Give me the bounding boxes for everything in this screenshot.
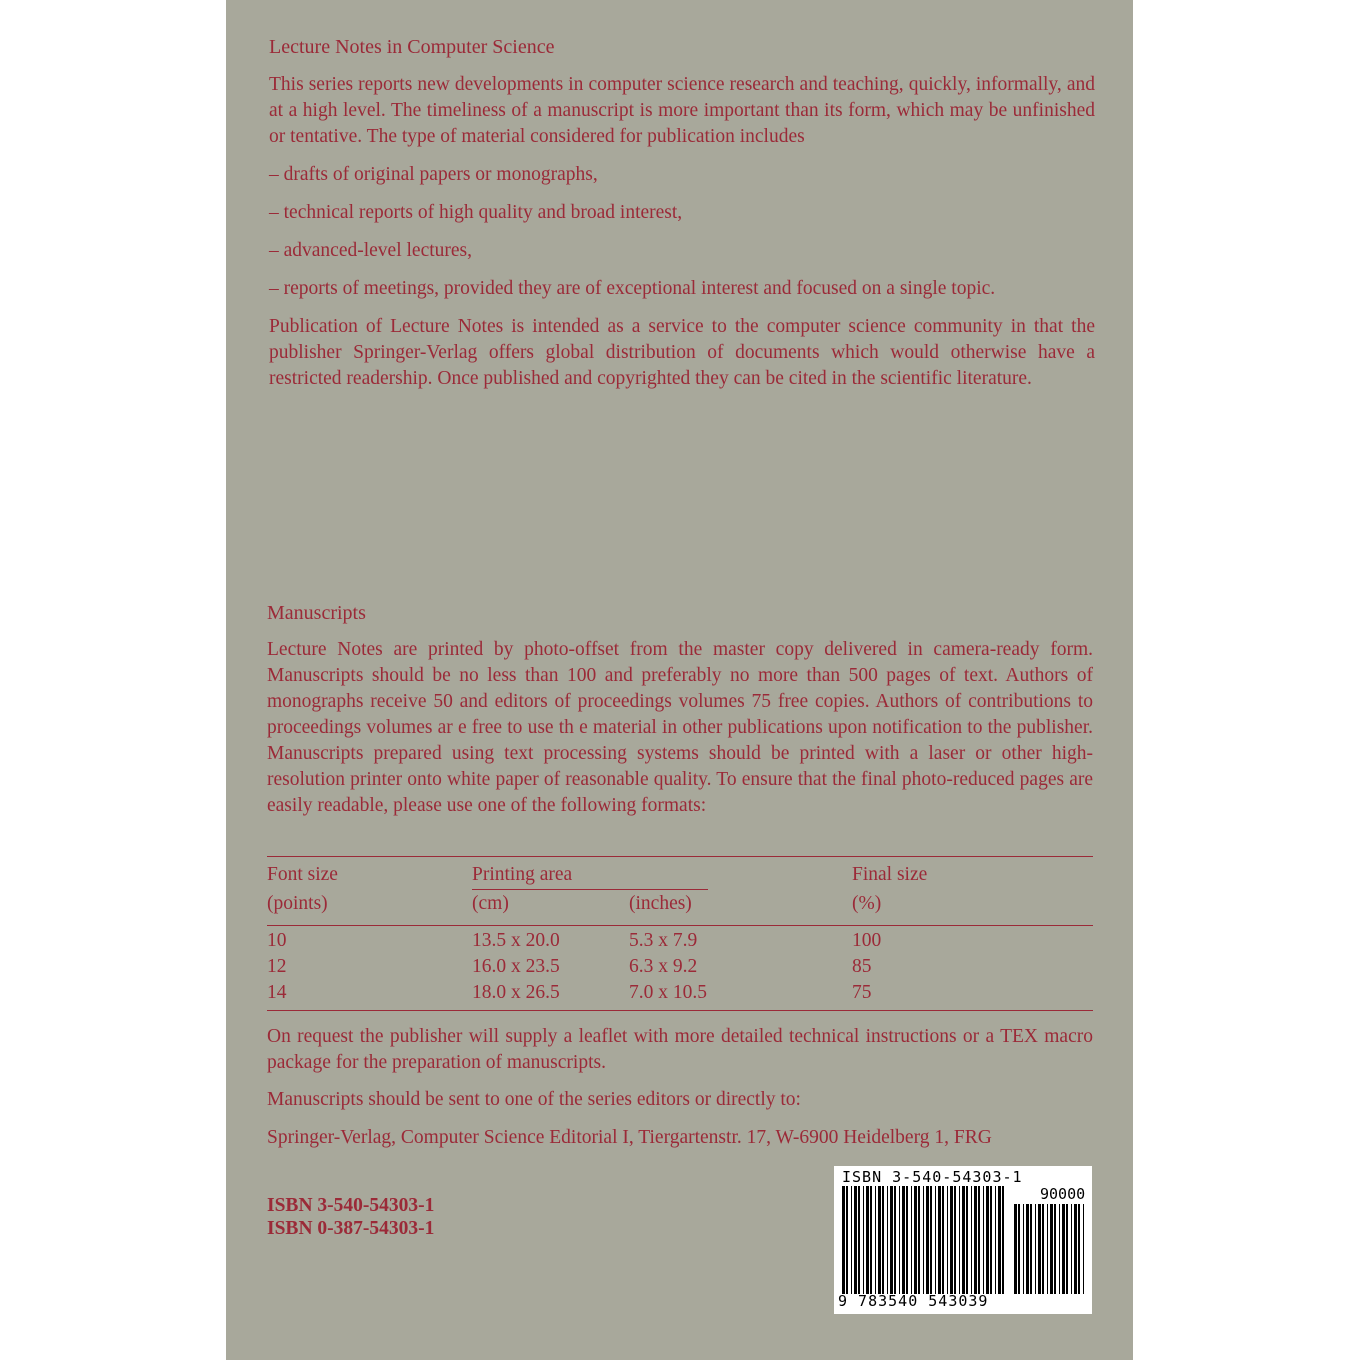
row-inches: 7.0 x 10.5 xyxy=(629,982,707,1003)
request-paragraph xyxy=(267,1024,1093,1076)
isbn-line: ISBN 0-387-54303-1 xyxy=(267,1218,435,1239)
publication-paragraph: Publication of Lecture Notes is intended as a service to the computer science community in that the publisher Springer-Verlag offers global distribution of documents which would otherwise have a restricted readership. Once published and copyrighted they can be cited in the scientific literature. xyxy=(269,316,1095,389)
series-intro: This series reports new developments in computer science research and teaching, quickly, informally, and at a high level. The timeliness of a manuscript is more important than its form, which may be unfinished or tentative. The type of material considered for publication includes xyxy=(269,74,1095,147)
isbn-line: ISBN 3-540-54303-1 xyxy=(267,1195,435,1216)
header-final-unit: (%) xyxy=(852,893,882,914)
manuscripts-body: Lecture Notes are printed by photo-offset from the master copy delivered in camera-ready form. Manuscripts should be no less than 100 and preferably no more than 500 pages of text. Authors of monographs receive 50 and editors of proceedings volumes 75 free copies. Authors of contributions to proceedings volumes ar e free to use th e material in other publications upon notification to the publisher. Manuscripts prepared using text processing systems should be printed with a laser or other high-resolution printer onto white paper of reasonable quality. To ensure that the final photo-reduced pages are easily readable, please use one of the following formats: xyxy=(267,639,1093,816)
header-cm: (cm) xyxy=(472,893,509,914)
series-item: – technical reports of high quality and broad interest, xyxy=(269,202,683,223)
manuscripts-title: Manuscripts xyxy=(267,602,366,624)
table-top-rule xyxy=(267,856,1093,857)
row-font: 10 xyxy=(267,930,287,951)
barcode-addon-digits: 90000 xyxy=(1040,1185,1086,1203)
table-bottom-rule xyxy=(267,1010,1093,1011)
barcode-isbn-label: ISBN 3-540-54303-1 xyxy=(842,1168,1023,1186)
barcode-digits: 9 783540 543039 xyxy=(838,1292,989,1310)
row-cm: 13.5 x 20.0 xyxy=(472,930,560,951)
series-item: – reports of meetings, provided they are of exceptional interest and focused on a single topic. xyxy=(269,278,996,299)
request-text-start: On request the publisher will supply a leaflet with more detailed technical instructions or a xyxy=(267,1026,1001,1047)
series-description xyxy=(269,72,1095,392)
barcode xyxy=(834,1166,1092,1314)
request-text-end: macro package for the preparation of manuscripts. xyxy=(267,1026,1093,1073)
isbn-list xyxy=(267,1194,434,1240)
series-item: – advanced-level lectures, xyxy=(269,240,473,261)
row-font: 12 xyxy=(267,956,287,977)
series-item: – drafts of original papers or monographs, xyxy=(269,164,598,185)
header-font-unit: (points) xyxy=(267,893,328,914)
printing-area-rule xyxy=(472,889,708,890)
header-final-size: Final size xyxy=(852,864,928,885)
row-cm: 18.0 x 26.5 xyxy=(472,982,560,1003)
header-printing-area: Printing area xyxy=(472,864,573,885)
row-cm: 16.0 x 23.5 xyxy=(472,956,560,977)
tex-logo: TEX xyxy=(1000,1026,1038,1047)
row-final: 75 xyxy=(852,982,872,1003)
series-title: Lecture Notes in Computer Science xyxy=(269,36,555,58)
table-header-rule xyxy=(267,925,1093,926)
row-inches: 6.3 x 9.2 xyxy=(629,956,698,977)
row-font: 14 xyxy=(267,982,287,1003)
header-inches: (inches) xyxy=(629,893,692,914)
row-final: 85 xyxy=(852,956,872,977)
header-font-size: Font size xyxy=(267,864,338,885)
row-inches: 5.3 x 7.9 xyxy=(629,930,698,951)
send-instructions: Manuscripts should be sent to one of the series editors or directly to: xyxy=(267,1089,801,1110)
publisher-address: Springer-Verlag, Computer Science Editorial I, Tiergartenstr. 17, W-6900 Heidelberg 1, FRG xyxy=(267,1127,992,1148)
row-final: 100 xyxy=(852,930,882,951)
